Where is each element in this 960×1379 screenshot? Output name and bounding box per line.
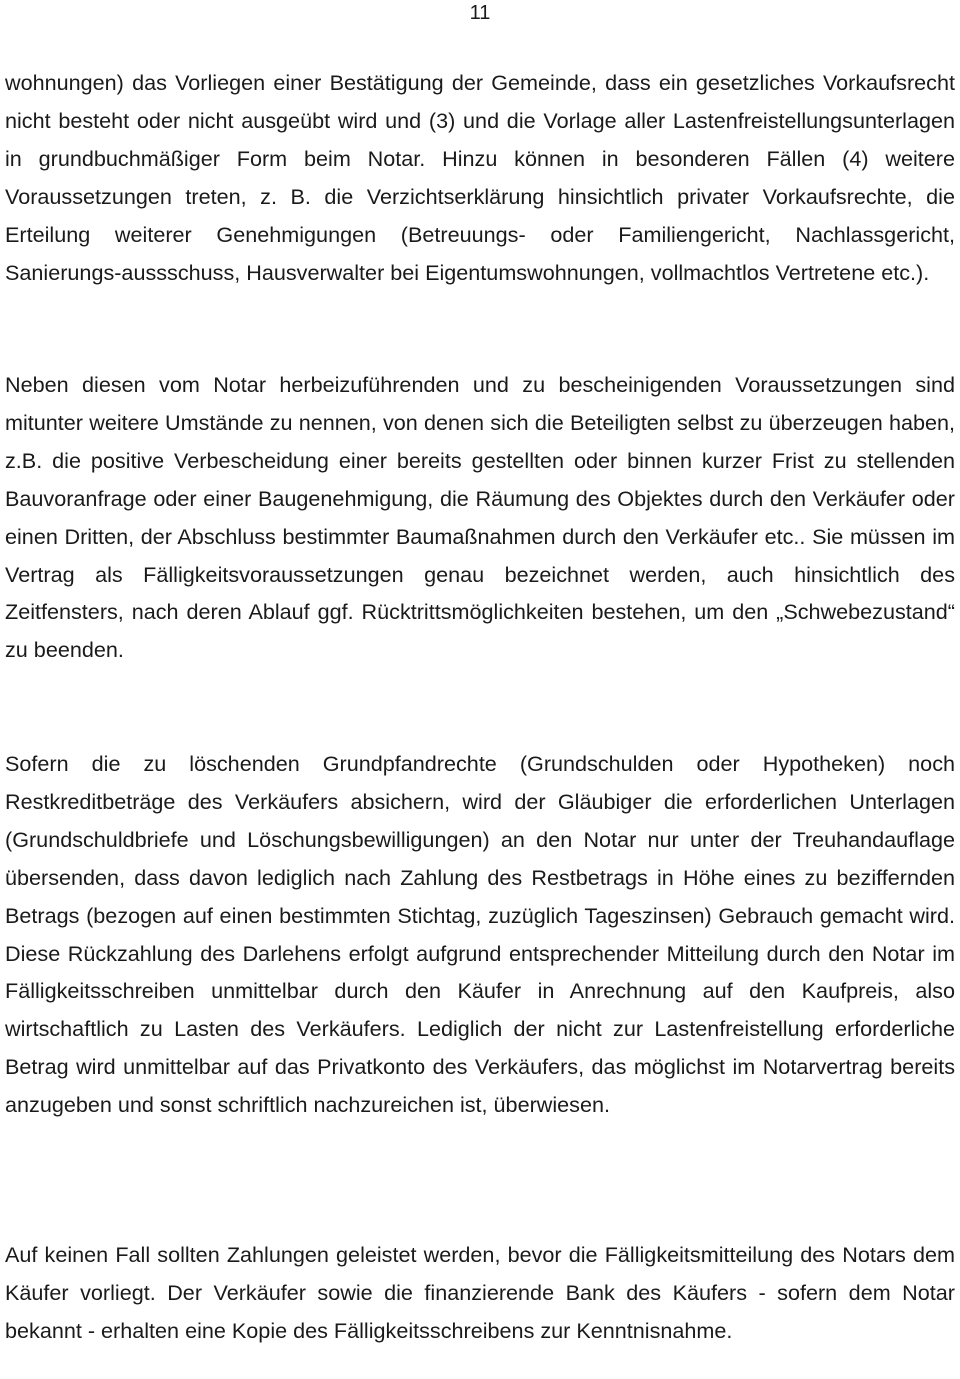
paragraph-further-conditions: Neben diesen vom Notar herbeizuführenden und zu bescheinigenden Voraussetzungen sind mitunter weitere Umstände zu nennen, von denen sich die Beteiligten selbst zu überzeugen haben, z.B. die positive Verbescheidung einer bereits gestellten oder binnen kurzer Frist zu stellenden Bauvoranfrage oder einer Baugenehmigung, die Räumung des Objektes durch den Verkäufer oder einen Dritten, der Abschluss bestimmter Baumaßnahmen durch den Verkäufer etc.. Sie müssen im Vertrag als Fälligkeitsvoraussetzungen genau bezeichnet werden, auch hinsichtlich des Zeitfensters, nach deren Ablauf ggf. Rücktrittsmöglichkeiten bestehen, um den „Schwebezustand“ zu beenden. — [5, 372, 955, 663]
paragraph-payment-notice: Auf keinen Fall sollten Zahlungen geleistet werden, bevor die Fälligkeitsmitteilung des Notars dem Käufer vorliegt. Der Verkäufer sowie die finanzierende Bank des Käufers - sofern dem Notar bekannt - erhalten eine Kopie des Fälligkeitsschreibens zur Kenntnisnahme. — [5, 1242, 955, 1343]
paragraph-mortgage-release: Sofern die zu löschenden Grundpfandrechte (Grundschulden oder Hypotheken) noch Restkreditbeträge des Verkäufers absichern, wird der Gläubiger die erforderlichen Unterlagen (Grundschuldbriefe und Löschungsbewilligungen) an den Notar nur unter der Treuhandauflage übersenden, dass davon lediglich nach Zahlung des Restbetrags in Höhe eines zu beziffernden Betrags (bezogen auf einen bestimmten Stichtag, zuzüglich Tageszinsen) Gebrauch gemacht wird. Diese Rückzahlung des Darlehens erfolgt aufgrund entsprechender Mitteilung durch den Notar im Fälligkeitsschreiben unmittelbar durch den Käufer in Anrechnung auf den Kaufpreis, also wirtschaftlich zu Lasten des Verkäufers. Lediglich der nicht zur Lastenfreistellung erforderliche Betrag wird unmittelbar auf das Privatkonto des Verkäufers, das möglichst im Notarvertrag bereits anzugeben und sonst schriftlich nachzureichen ist, überwiesen. — [5, 751, 955, 1118]
paragraph-prerequisites: wohnungen) das Vorliegen einer Bestätigung der Gemeinde, dass ein gesetzliches Vorkaufsrecht nicht besteht oder nicht ausgeübt wird und (3) und die Vorlage aller Lastenfreistellungsunterlagen in grundbuchmäßiger Form beim Notar. Hinzu können in besonderen Fällen (4) weitere Voraussetzungen treten, z. B. die Verzichtserklärung hinsichtlich privater Vorkaufsrechte, die Erteilung weiterer Genehmigungen (Betreuungs- oder Familiengericht, Nachlassgericht, Sanierungs-aussschuss, Hausverwalter bei Eigentumswohnungen, vollmachtlos Vertretene etc.). — [5, 70, 955, 285]
page-number: 11 — [469, 2, 491, 24]
